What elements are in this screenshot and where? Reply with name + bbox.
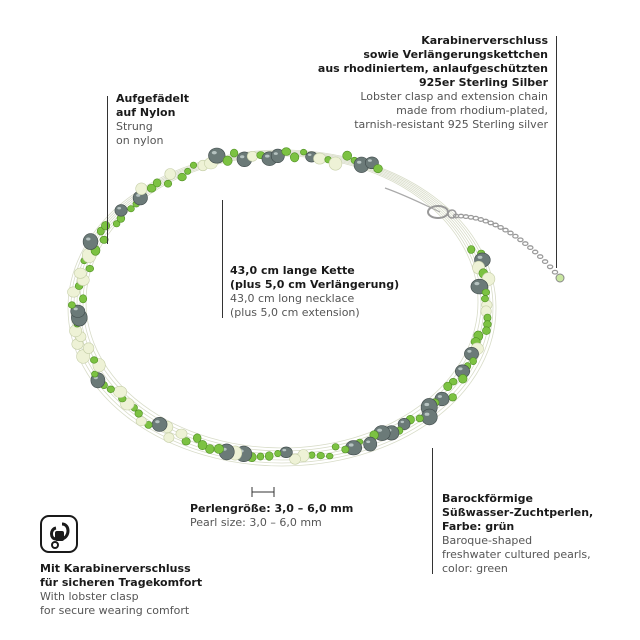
green-pearl	[178, 173, 187, 181]
white-pearl	[164, 433, 174, 443]
strung-en-2: on nylon	[116, 134, 164, 147]
pearl-highlight	[478, 256, 483, 259]
pearl-highlight	[424, 403, 429, 406]
pearl-highlight	[282, 449, 286, 451]
grey-pearl	[422, 409, 438, 425]
green-pearl	[300, 149, 306, 155]
green-pearl	[107, 386, 114, 393]
clasp-en-1: Lobster clasp and extension chain	[360, 90, 548, 103]
pearls-de-1: Barockförmige	[442, 492, 533, 505]
strung-en-1: Strung	[116, 120, 153, 133]
lobster-clasp	[428, 206, 448, 218]
pearl-highlight	[366, 441, 370, 444]
clasp-de-3: aus rhodiniertem, anlaufgeschützten	[317, 62, 548, 75]
length-annotation	[230, 264, 399, 320]
green-pearl	[290, 153, 299, 162]
lobster-clasp-icon	[40, 515, 78, 553]
pearl-highlight	[308, 154, 312, 156]
pearl-highlight	[467, 350, 471, 353]
pearls-en-1: Baroque-shaped	[442, 534, 533, 547]
green-pearl	[416, 415, 423, 422]
green-pearl	[164, 180, 172, 187]
clasp-de-2: sowie Verlängerungskettchen	[363, 48, 548, 61]
green-pearl	[190, 162, 196, 168]
green-pearl	[92, 371, 99, 377]
green-pearl	[153, 179, 161, 187]
green-pearl	[257, 453, 264, 460]
white-pearl	[247, 151, 257, 161]
pearl-size-de: Perlengröße: 3,0 – 6,0 mm	[190, 502, 354, 515]
pearl-highlight	[458, 367, 462, 370]
green-pearl	[459, 374, 468, 383]
comfort-de-1: Mit Karabinerverschluss	[40, 562, 191, 575]
pearl-size-en: Pearl size: 3,0 – 6,0 mm	[190, 516, 322, 529]
pearl-highlight	[425, 413, 430, 416]
leader-length	[222, 200, 223, 318]
pearl-highlight	[117, 207, 121, 209]
pearl-highlight	[377, 429, 382, 432]
green-pearl	[265, 452, 273, 461]
chain-end-pearl	[556, 274, 564, 282]
grey-pearl	[209, 148, 226, 163]
pearl-highlight	[357, 161, 361, 164]
strung-de-1: Aufgefädelt	[116, 92, 190, 105]
green-pearl	[275, 450, 281, 456]
green-pearl	[482, 327, 490, 335]
grey-pearl	[280, 447, 292, 458]
pearl-size-annotation	[190, 502, 353, 530]
green-pearl	[223, 156, 232, 165]
strung-de-2: auf Nylon	[116, 106, 176, 119]
white-pearl	[329, 157, 342, 170]
leader-strung	[107, 96, 108, 244]
length-en-2: (plus 5,0 cm extension)	[230, 306, 360, 319]
length-en-1: 43,0 cm long necklace	[230, 292, 355, 305]
grey-pearl	[115, 205, 127, 217]
pearl-highlight	[401, 421, 405, 423]
pearl-highlight	[368, 159, 372, 162]
pearl-highlight	[274, 152, 278, 155]
white-pearl	[136, 417, 146, 426]
pearl-highlight	[438, 395, 442, 398]
white-pearl	[165, 169, 176, 180]
strung-annotation	[116, 92, 189, 148]
white-pearl	[176, 429, 187, 439]
green-pearl	[90, 357, 97, 364]
green-pearl	[468, 246, 475, 254]
leader-pearls	[432, 448, 433, 574]
green-pearl	[481, 296, 488, 302]
grey-pearl	[152, 417, 167, 431]
pearl-highlight	[86, 238, 90, 241]
white-pearl	[314, 153, 326, 164]
white-pearl	[83, 343, 94, 354]
clasp-de-4: 925er Sterling Silber	[418, 76, 548, 89]
leader-clasp	[556, 36, 557, 268]
green-pearl	[470, 358, 477, 365]
green-pearl	[309, 452, 315, 459]
green-pearl	[449, 394, 457, 402]
comfort-en-1: With lobster clasp	[40, 590, 139, 603]
pearl-highlight	[474, 282, 479, 285]
green-pearl	[374, 165, 383, 173]
grey-pearl	[364, 437, 377, 451]
pearl-highlight	[240, 155, 244, 158]
green-pearl	[482, 289, 490, 296]
clasp-annotation	[318, 34, 548, 132]
pearls-annotation	[442, 492, 593, 576]
white-pearl	[113, 386, 126, 397]
pearl-size-marker	[252, 487, 274, 497]
green-pearl	[332, 444, 339, 451]
pearls-en-3: color: green	[442, 562, 508, 575]
green-pearl	[317, 452, 325, 459]
comfort-annotation	[40, 562, 202, 618]
pearl-highlight	[265, 155, 270, 158]
comfort-de-2: für sicheren Tragekomfort	[40, 576, 203, 589]
green-pearl	[68, 302, 75, 309]
green-pearl	[282, 148, 291, 156]
clasp-en-2: made from rhodium-plated,	[396, 104, 548, 117]
green-pearl	[79, 295, 86, 303]
green-pearl	[230, 149, 238, 157]
pearl-highlight	[212, 151, 217, 154]
green-pearl	[128, 206, 135, 212]
pearl-highlight	[349, 443, 354, 446]
pearls-de-2: Süßwasser-Zuchtperlen,	[442, 506, 594, 519]
green-pearl	[214, 444, 223, 453]
pearls-en-2: freshwater cultured pearls,	[442, 548, 591, 561]
pearl-highlight	[155, 420, 159, 423]
green-pearl	[343, 151, 352, 160]
clasp-de-1: Karabinerverschluss	[421, 34, 548, 47]
white-pearl	[74, 268, 86, 278]
green-pearl	[444, 382, 452, 391]
length-de-2: (plus 5,0 cm Verlängerung)	[230, 278, 400, 291]
pearls-de-3: Farbe: grün	[442, 520, 515, 533]
green-pearl	[193, 434, 201, 443]
green-pearl	[101, 221, 109, 230]
green-pearl	[185, 168, 191, 174]
green-pearl	[86, 265, 94, 272]
green-pearl	[326, 453, 333, 459]
green-pearl	[342, 446, 349, 453]
clasp-en-3: tarnish-resistant 925 Sterling silver	[354, 118, 548, 131]
grey-pearl	[83, 234, 98, 250]
comfort-en-2: for secure wearing comfort	[40, 604, 190, 617]
white-pearl	[136, 183, 147, 195]
length-de-1: 43,0 cm lange Kette	[230, 264, 355, 277]
